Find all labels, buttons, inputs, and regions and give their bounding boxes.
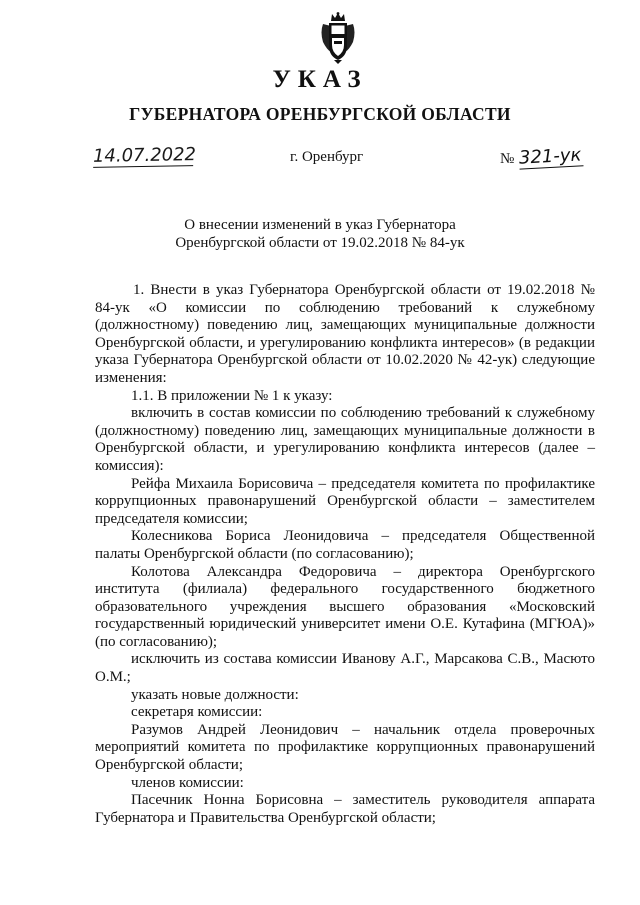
decree-body — [95, 282, 595, 827]
decree-city: г. Оренбург — [290, 149, 364, 165]
body-paragraph: включить в состав комиссии по соблюдению требований к служебному (должностному) поведению лиц, замещающих муниципальные должности в Оренбургской области, и урегулированию конфликта интересов (далее – комиссия): — [95, 405, 595, 474]
body-paragraph: членов комиссии: — [131, 774, 244, 791]
document-title: УКАЗ — [272, 66, 368, 93]
number-sign: № — [500, 151, 515, 167]
body-paragraph: исключить из состава комиссии Иванову А.Г., Марсакова С.В., Масюто О.М.; — [95, 651, 595, 686]
body-paragraph: секретаря комиссии: — [131, 704, 263, 721]
decree-number: 321-ук — [518, 144, 583, 169]
decree-date: 14.07.2022 — [92, 144, 197, 167]
body-paragraph: Пасечник Нонна Борисовна – заместитель руководителя аппарата Губернатора и Правительства Оренбургской области; — [95, 792, 595, 826]
body-paragraph: Рейфа Михаила Борисовича – председателя комитета по профилактике коррупционных правонарушений Оренбургской области – заместителем председателя комиссии; — [95, 475, 595, 527]
body-paragraph: указать новые должности: — [131, 686, 299, 703]
body-paragraph: Колотова Александра Федоровича – директора Оренбургского института (филиала) федерального государственного бюджетного образовательного учреждения высшего образования «Московский государственный юридический университет имени О.Е. Кутафина (МГЮА)» (по согласованию); — [95, 563, 595, 650]
body-paragraph: 1. Внести в указ Губернатора Оренбургской области от 19.02.2018 № 84-ук «О комиссии по соблюдению требований к служебному (должностному) поведению лиц, замещающих муниципальные должности Оренбургской области, и урегулированию конфликта интересов» (в редакции указа Губернатора Оренбургской области от 10.02.2020 № 42-ук) следующие изменения: — [95, 282, 595, 386]
issuer-title: ГУБЕРНАТОРА ОРЕНБУРГСКОЙ ОБЛАСТИ — [129, 104, 511, 124]
coat-of-arms-icon — [319, 12, 357, 64]
decree-heading — [0, 216, 640, 252]
body-paragraph: Колесникова Бориса Леонидовича – председателя Общественной палаты Оренбургской области (по согласованию); — [95, 528, 595, 562]
body-paragraph: 1.1. В приложении № 1 к указу: — [131, 387, 333, 404]
decree-number-block — [500, 144, 583, 169]
heading-line: О внесении изменений в указ Губернатора — [184, 217, 456, 233]
heading-line: Оренбургской области от 19.02.2018 № 84-ук — [175, 235, 465, 251]
body-paragraph: Разумов Андрей Леонидович – начальник отдела проверочных мероприятий комитета по профилактике коррупционных правонарушений Оренбургской области; — [95, 721, 595, 774]
